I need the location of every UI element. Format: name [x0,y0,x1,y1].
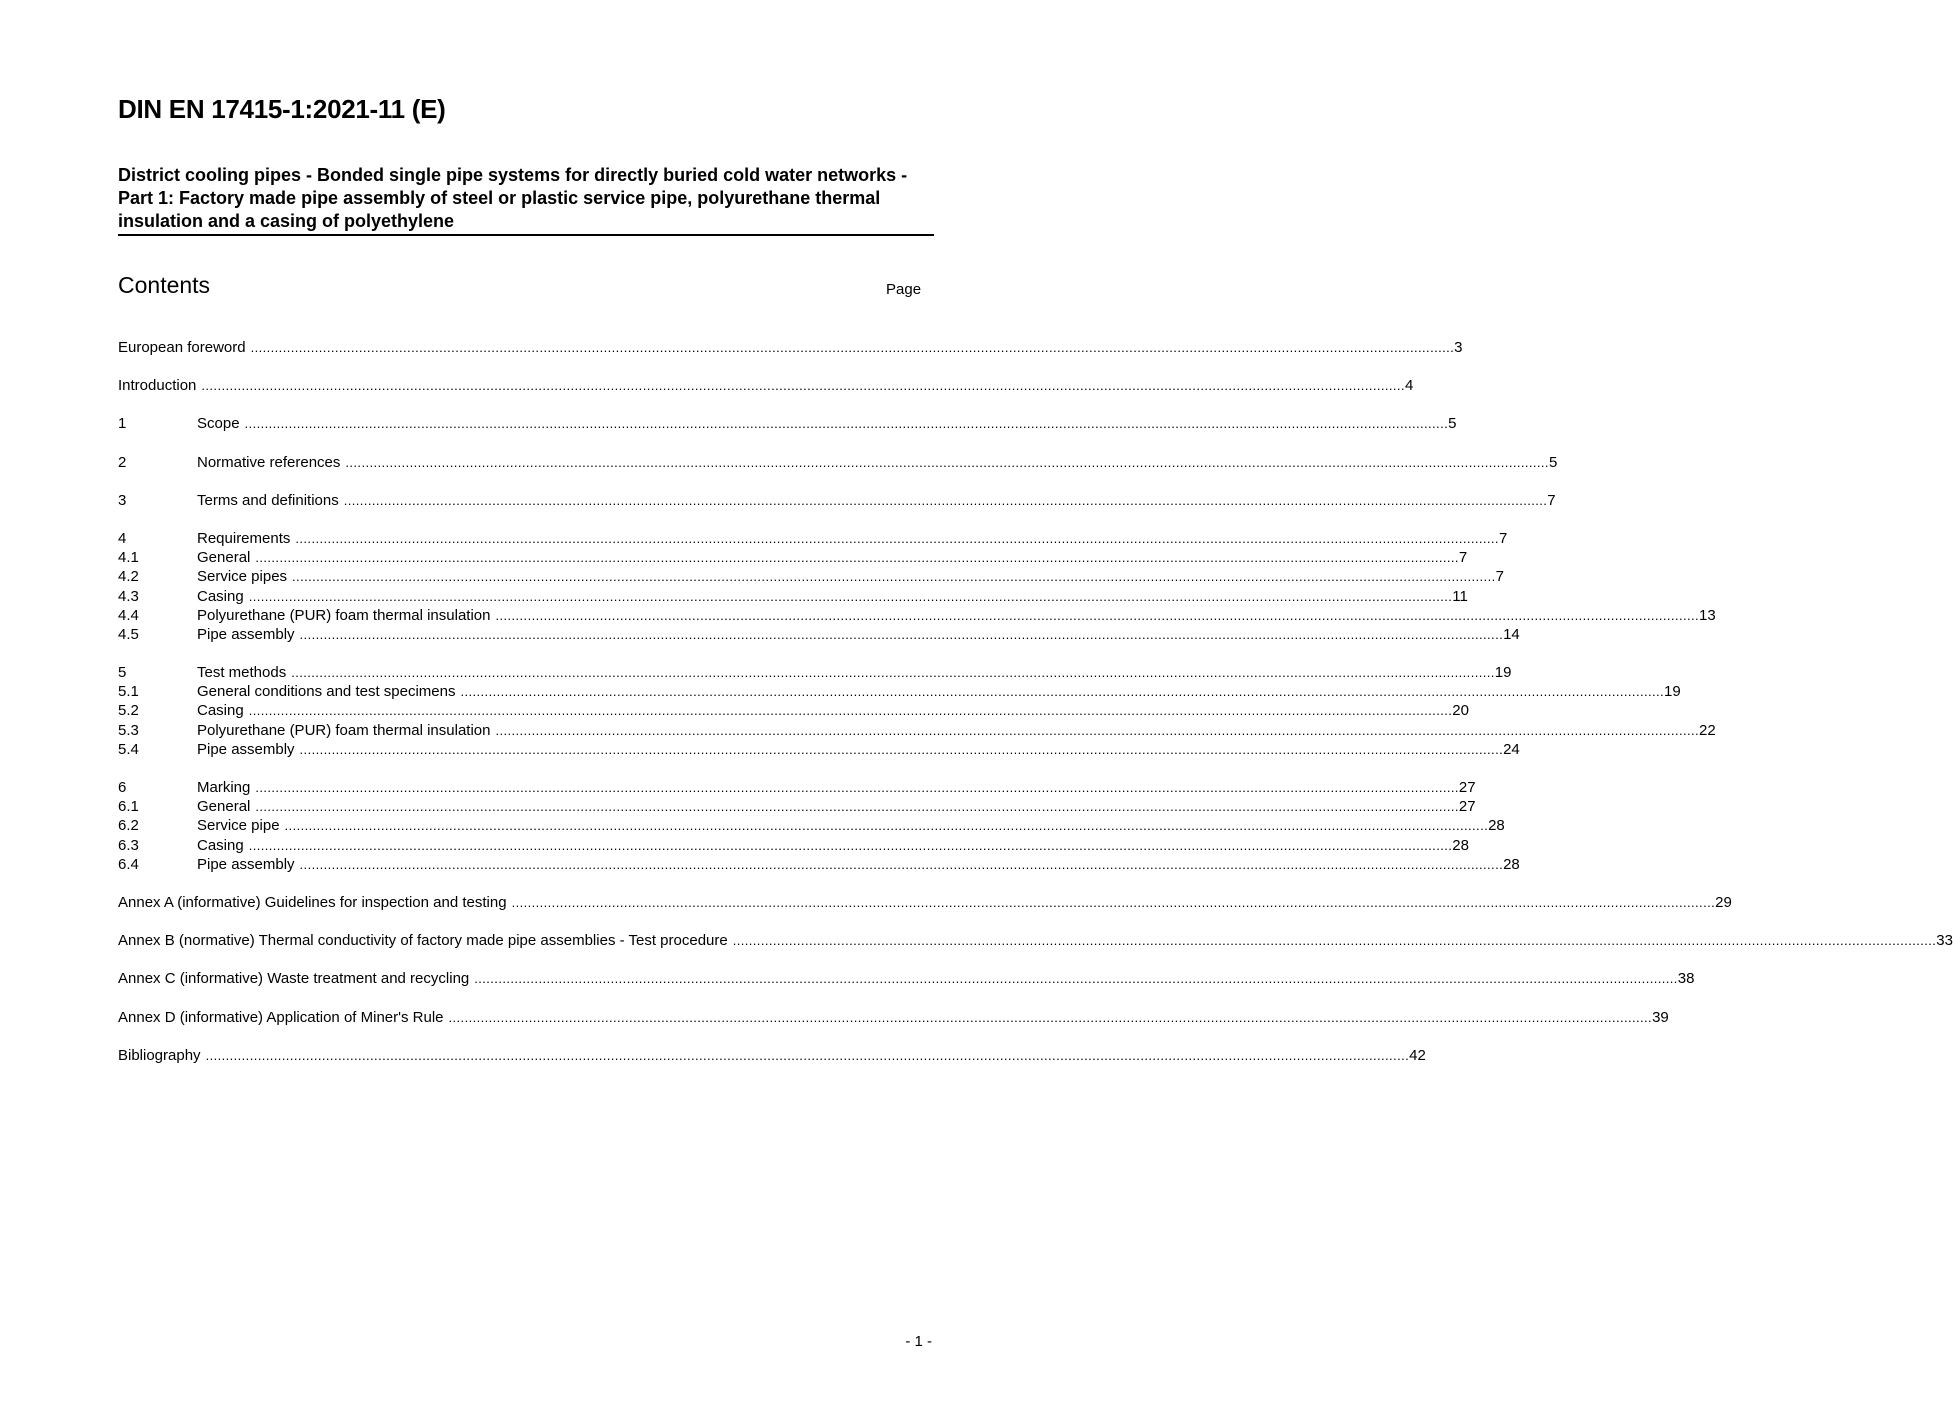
toc-entry-title: Normative references [197,453,341,471]
toc-leader-dots: ............................................................................................................................................................................................................................................................................................................ [448,1009,1653,1025]
toc-entry-page: 7 [1547,491,1556,509]
toc-entry-page: 29 [1715,893,1732,911]
toc-leader-dots: ............................................................................................................................................................................................................................................................................................................ [299,741,1504,757]
toc-leader-dots: ............................................................................................................................................................................................................................................................................................................ [292,569,1496,585]
toc-entry-page: 33 [1936,932,1953,950]
page-column-label: Page [886,281,922,298]
contents-heading: Contents [118,272,211,298]
toc-leader-dots: ............................................................................................................................................................................................................................................................................................................ [511,894,1716,910]
toc-entry-number: 5.2 [118,702,139,720]
toc-entry-page: 20 [1452,702,1469,720]
toc-leader-dots: ............................................................................................................................................................................................................................................................................................................ [343,492,1548,508]
toc-leader-dots: ............................................................................................................................................................................................................................................................................................................ [299,626,1504,642]
toc-entry-title: Casing [197,836,244,854]
toc-entry-number: 1 [118,415,127,433]
toc-leader-dots: ............................................................................................................................................................................................................................................................................................................ [255,780,1459,795]
toc-entry-title: Pipe assembly [197,740,295,758]
toc-entry-page: 19 [1494,664,1512,682]
toc-leader-dots: ............................................................................................................................................................................................................................................................................................................ [495,722,1700,738]
toc-entry[interactable] [118,587,1468,606]
toc-leader-dots: ............................................................................................................................................................................................................................................................................................................ [291,665,1495,681]
toc-leader-dots: ............................................................................................................................................................................................................................................................................................................ [255,550,1459,566]
toc-entry-title: Casing [197,587,244,605]
toc-entry-number: 4.3 [118,587,139,605]
toc-entry[interactable] [118,1008,1669,1027]
table-of-contents [118,338,1953,1084]
toc-group [118,969,1695,988]
toc-entry-page: 7 [1458,549,1468,567]
toc-leader-dots: ............................................................................................................................................................................................................................................................................................................ [250,340,1455,355]
toc-entry-title: Annex A (informative) Guidelines for inspection and testing [118,893,507,911]
toc-entry[interactable] [118,740,1520,759]
toc-entry-title: Requirements [197,529,291,547]
toc-entry[interactable] [118,567,1504,586]
toc-entry-number: 6.3 [118,836,139,854]
toc-entry[interactable] [118,548,1468,567]
toc-leader-dots: ............................................................................................................................................................................................................................................................................................................ [732,933,1937,949]
toc-entry-number: 4.1 [118,549,139,567]
toc-leader-dots: ............................................................................................................................................................................................................................................................................................................ [205,1047,1410,1063]
toc-entry-title: Annex C (informative) Waste treatment and recycling [118,970,470,988]
toc-entry[interactable] [118,606,1716,625]
toc-entry-number: 4.4 [118,606,139,624]
toc-entry-title: Scope [197,415,240,433]
toc-group [118,491,1556,510]
toc-entry[interactable] [118,893,1732,912]
toc-entry[interactable] [118,663,1512,682]
toc-group [118,453,1558,472]
toc-entry-number: 6 [118,779,127,796]
toc-entry[interactable] [118,701,1469,720]
toc-entry[interactable] [118,1046,1426,1065]
toc-entry-page: 38 [1677,970,1695,988]
toc-entry-title: General [197,549,251,567]
toc-entry[interactable] [118,682,1681,701]
toc-entry-number: 6.1 [118,798,139,816]
toc-leader-dots: ............................................................................................................................................................................................................................................................................................................ [201,378,1405,394]
toc-entry-page: 19 [1664,683,1681,701]
document-title: District cooling pipes - Bonded single pipe systems for directly buried cold water networks - Part 1: Factory made pipe assembly of steel or plastic service pipe, polyurethane thermal insulation and a casing of polyethylene [118,164,934,236]
toc-leader-dots: ............................................................................................................................................................................................................................................................................................................ [248,837,1453,853]
toc-entry-title: Annex B (normative) Thermal conductivity of factory made pipe assemblies - Test procedure [118,932,728,950]
toc-entry-number: 6.2 [118,817,139,835]
toc-entry-page: 28 [1452,836,1469,854]
toc-entry-page: 28 [1488,817,1505,835]
toc-entry-title: Introduction [118,377,197,395]
toc-entry[interactable] [118,338,1463,357]
toc-group [118,338,1463,357]
toc-entry[interactable] [118,491,1556,510]
toc-entry-page: 7 [1495,568,1504,586]
toc-entry-title: Terms and definitions [197,491,339,509]
toc-entry-title: Annex D (informative) Application of Miner's Rule [118,1008,444,1026]
toc-leader-dots: ............................................................................................................................................................................................................................................................................................................ [474,971,1678,987]
toc-entry-page: 11 [1452,587,1468,605]
toc-entry-page: 5 [1448,415,1457,433]
toc-group [118,893,1732,912]
toc-entry-page: 39 [1652,1008,1669,1026]
toc-entry-page: 24 [1503,740,1520,758]
toc-entry-number: 3 [118,491,127,509]
toc-leader-dots: ............................................................................................................................................................................................................................................................................................................ [244,416,1449,432]
toc-entry-title: General conditions and test specimens [197,683,456,701]
toc-entry-page: 27 [1458,798,1476,816]
toc-leader-dots: ............................................................................................................................................................................................................................................................................................................ [255,799,1459,815]
toc-group [118,1008,1669,1027]
toc-group [118,1046,1426,1065]
toc-leader-dots: ............................................................................................................................................................................................................................................................................................................ [495,607,1700,623]
toc-entry-page: 22 [1699,721,1716,739]
toc-entry-number: 4.2 [118,568,139,586]
toc-entry-page: 42 [1409,1046,1426,1064]
toc-entry-number: 5 [118,664,127,682]
toc-entry-title: Pipe assembly [197,855,295,873]
toc-entry[interactable] [118,969,1695,988]
toc-entry[interactable] [118,836,1469,855]
toc-entry-title: Polyurethane (PUR) foam thermal insulation [197,721,491,739]
toc-entry[interactable] [118,529,1508,548]
toc-entry-title: General [197,798,251,816]
toc-group [118,414,1457,433]
toc-entry-title: European foreword [118,339,246,356]
toc-entry-number: 2 [118,453,127,471]
toc-entry[interactable] [118,816,1505,835]
toc-entry-page: 14 [1503,625,1520,643]
toc-leader-dots: ............................................................................................................................................................................................................................................................................................................ [248,588,1453,604]
toc-entry-title: Service pipe [197,817,280,835]
document-id: DIN EN 17415-1:2021-11 (E) [118,94,446,124]
toc-entry-title: Marking [197,779,251,796]
toc-leader-dots: ............................................................................................................................................................................................................................................................................................................ [284,818,1489,834]
toc-entry[interactable] [118,376,1414,395]
toc-entry-number: 4.5 [118,625,139,643]
toc-entry-number: 5.1 [118,683,139,701]
toc-entry-page: 3 [1454,339,1463,356]
toc-entry-page: 27 [1458,779,1476,796]
toc-group [118,376,1414,395]
toc-group [118,778,1520,874]
toc-leader-dots: ............................................................................................................................................................................................................................................................................................................ [295,530,1499,546]
toc-leader-dots: ............................................................................................................................................................................................................................................................................................................ [299,856,1504,872]
toc-leader-dots: ............................................................................................................................................................................................................................................................................................................ [248,703,1453,719]
toc-entry-title: Bibliography [118,1046,201,1064]
toc-entry-title: Test methods [197,664,287,682]
page-number: - 1 - [905,1333,932,1350]
toc-entry-number: 6.4 [118,855,139,873]
toc-group [118,529,1716,644]
toc-entry-number: 4 [118,529,127,547]
toc-entry-page: 7 [1498,529,1508,547]
toc-entry-title: Service pipes [197,568,288,586]
toc-entry[interactable] [118,453,1558,472]
toc-group [118,931,1953,950]
toc-entry-page: 4 [1404,377,1414,395]
toc-entry-title: Pipe assembly [197,625,295,643]
toc-entry[interactable] [118,414,1457,433]
toc-leader-dots: ............................................................................................................................................................................................................................................................................................................ [460,684,1665,700]
toc-entry[interactable] [118,931,1953,950]
toc-entry[interactable] [118,797,1476,816]
toc-group [118,663,1716,759]
toc-entry-title: Polyurethane (PUR) foam thermal insulation [197,606,491,624]
toc-entry-page: 13 [1699,606,1716,624]
toc-entry-title: Casing [197,702,244,720]
toc-entry-page: 28 [1503,855,1520,873]
toc-entry-page: 5 [1548,453,1558,471]
toc-entry-number: 5.4 [118,740,139,758]
toc-entry-number: 5.3 [118,721,139,739]
toc-entry[interactable] [118,625,1520,644]
toc-entry[interactable] [118,721,1716,740]
toc-leader-dots: ............................................................................................................................................................................................................................................................................................................ [345,454,1549,470]
toc-entry[interactable] [118,855,1520,874]
toc-entry[interactable] [118,778,1476,797]
